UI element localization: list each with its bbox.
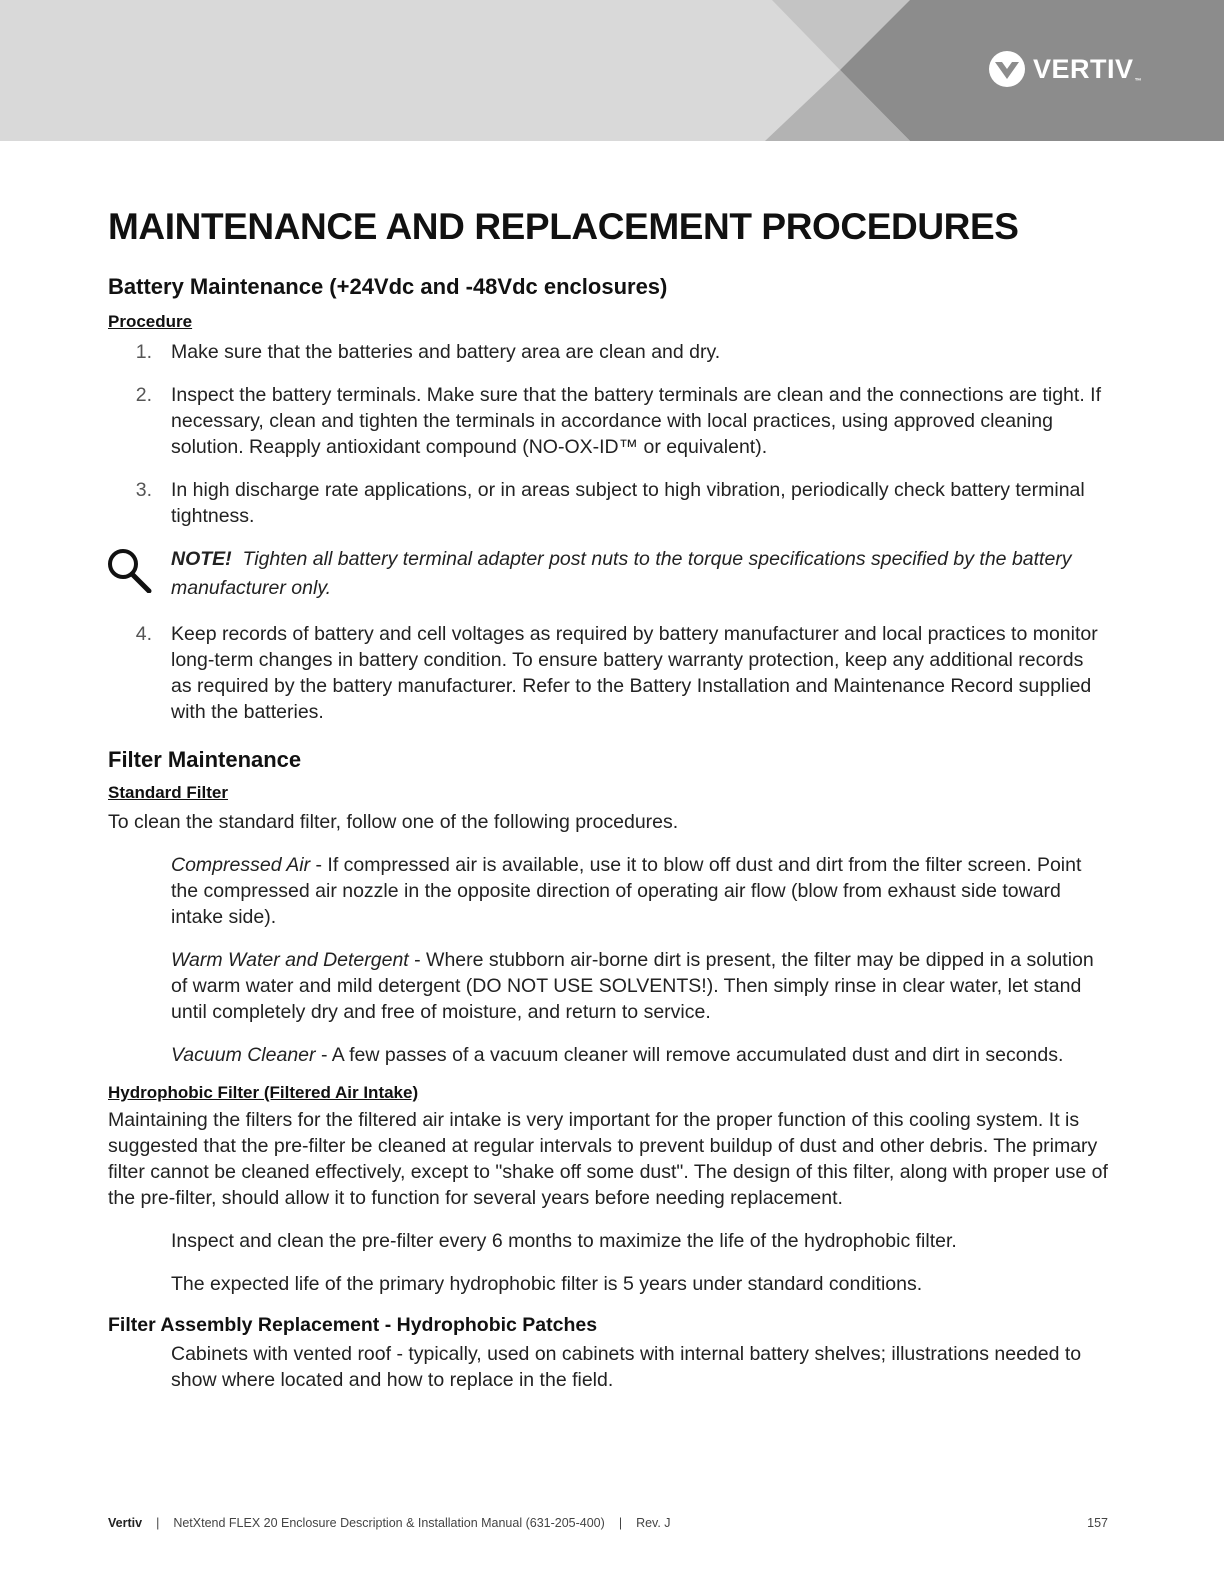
standard-filter-intro: To clean the standard filter, follow one of the following procedures. <box>108 811 679 833</box>
hydrophobic-intro: Maintaining the filters for the filtered air intake is very important for the proper function of this cooling system. It is suggested that the pre-filter be cleaned at regular intervals to prevent buildup of dust and other debris. The primary filter cannot be cleaned effectively, except to "shake off some dust". The design of this filter, along with proper use of the pre-filter, should allow it to function for several years before needing replacement. <box>108 1109 1108 1209</box>
assembly-heading: Filter Assembly Replacement - Hydrophobic Patches <box>108 1314 598 1336</box>
hydrophobic-filter-label: Hydrophobic Filter (Filtered Air Intake) <box>108 1083 419 1102</box>
procedure-label: Procedure <box>108 312 193 331</box>
page-footer <box>108 1516 1108 1530</box>
list-item: 3. In high discharge rate applications, or in areas subject to high vibration, periodically check battery terminal tightness. <box>135 479 1085 527</box>
assembly-text: Cabinets with vented roof - typically, used on cabinets with internal battery shelves; illustrations needed to show where located and how to replace in the field. <box>171 1343 1082 1391</box>
magnifier-icon <box>106 547 152 593</box>
note-text: Tighten all battery terminal adapter post nuts to the torque specifications specified by the battery manufacturer only. <box>171 548 1072 599</box>
page-number: 157 <box>1087 1516 1108 1530</box>
filter-heading: Filter Maintenance <box>108 747 302 772</box>
method-compressed-air: Compressed Air - If compressed air is available, use it to blow off dust and dirt from the filter screen. Point the compressed air nozzle in the opposite direction of operating air flow (blow from exhaust side toward intake side). <box>171 854 1082 928</box>
footer-separator: | <box>156 1516 160 1530</box>
page-content <box>108 206 1108 1393</box>
method-warm-water: Warm Water and Detergent - Where stubborn air-borne dirt is present, the filter may be dipped in a solution of warm water and mild detergent (DO NOT USE SOLVENTS!). Then simply rinse in clear water, let stand until completely dry and free of moisture, and return to service. <box>171 949 1094 1023</box>
footer-doc-title: NetXtend FLEX 20 Enclosure Description & Installation Manual (631-205-400) <box>173 1516 605 1530</box>
standard-filter-label: Standard Filter <box>108 783 228 802</box>
hydrophobic-point: Inspect and clean the pre-filter every 6 months to maximize the life of the hydrophobic filter. <box>171 1230 957 1252</box>
list-item: 1. Make sure that the batteries and battery area are clean and dry. <box>135 341 721 363</box>
battery-heading: Battery Maintenance (+24Vdc and -48Vdc enclosures) <box>108 274 668 299</box>
list-item: 4. Keep records of battery and cell voltages as required by battery manufacturer and local practices to monitor long-term changes in battery condition. To ensure battery warranty protection, keep any additional records as required by the battery manufacturer. Refer to the Battery Installation and Maintenance Record supplied with the batteries. <box>135 623 1098 723</box>
footer-separator: | <box>618 1516 623 1530</box>
vertiv-logo <box>988 50 1142 88</box>
list-item: 2. Inspect the battery terminals. Make sure that the battery terminals are clean and the connections are tight. If necessary, clean and tighten the terminals in accordance with local practices, using approved cleaning solution. Reapply antioxidant compound (NO-OX-ID™ or equivalent). <box>135 384 1101 458</box>
footer-revision: Rev. J <box>636 1516 671 1530</box>
vertiv-emblem-icon <box>988 50 1026 88</box>
header-band <box>0 0 1224 141</box>
logo-text: VERTIV™ <box>1032 53 1142 85</box>
hydrophobic-point: The expected life of the primary hydrophobic filter is 5 years under standard conditions. <box>171 1273 923 1295</box>
note-label: NOTE! <box>171 548 232 570</box>
method-vacuum: Vacuum Cleaner - A few passes of a vacuum cleaner will remove accumulated dust and dirt in seconds. <box>171 1044 1064 1066</box>
footer-brand: Vertiv <box>108 1516 143 1530</box>
battery-steps <box>108 339 1108 529</box>
page-title: MAINTENANCE AND REPLACEMENT PROCEDURES <box>108 206 1019 247</box>
note-callout <box>108 545 1108 603</box>
battery-steps-continued <box>108 621 1108 725</box>
